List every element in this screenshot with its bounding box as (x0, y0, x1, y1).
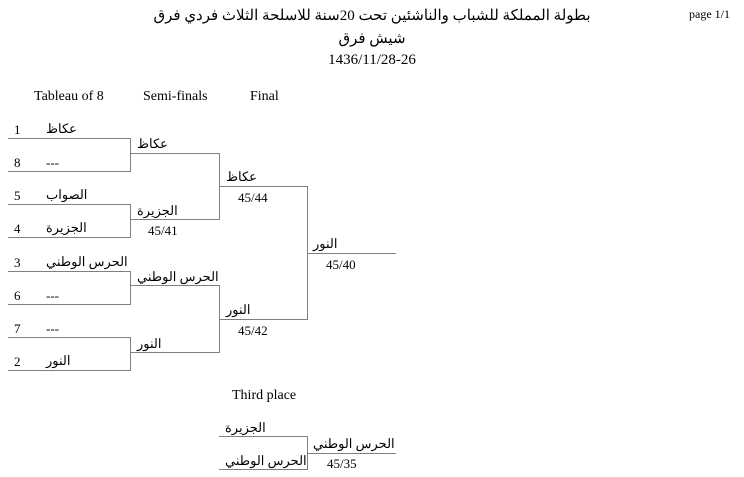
semifinal-competitor-name: الحرس الوطني (137, 269, 219, 284)
competition-subtitle: شيش فرق (338, 31, 406, 47)
seed-number: 6 (14, 288, 21, 303)
competition-title: بطولة المملكة للشباب والناشئين تحت 20سنة للاسلحة الثلاث فردي فرق (153, 8, 591, 24)
seed-number: 3 (14, 255, 21, 270)
semifinal-competitor-name: عكاظ (137, 136, 168, 151)
third-place-winner-name: الحرس الوطني (313, 436, 395, 451)
bracket-line-final (219, 187, 308, 320)
final-score: 45/44 (238, 190, 268, 205)
seed-number: 2 (14, 354, 21, 369)
competitor-name: النور (46, 353, 71, 368)
third-place-competitor-name: الحرس الوطني (225, 453, 307, 468)
seed-number: 5 (14, 188, 21, 203)
round-header-semifinals: Semi-finals (143, 89, 208, 104)
third-place-label: Third place (232, 388, 297, 403)
competitor-name: الحرس الوطني (46, 254, 128, 269)
final-competitor-name: النور (226, 302, 251, 317)
competitor-name: الصواب (46, 187, 88, 202)
semifinal-score: 45/41 (148, 223, 178, 238)
semifinal-competitor-name: النور (137, 336, 162, 351)
competitor-name: الجزيرة (46, 220, 87, 235)
page-number: page 1/1 (689, 7, 730, 21)
bracket-line-t8-pair3 (8, 272, 131, 305)
bracket-line-t8-pair1 (8, 139, 131, 172)
seed-number: 1 (14, 122, 21, 137)
seed-number: 8 (14, 155, 21, 170)
seed-number: 4 (14, 221, 21, 236)
competitor-name: --- (46, 288, 59, 303)
champion-score: 45/40 (326, 257, 356, 272)
third-place-competitor-name: الجزيرة (225, 420, 266, 435)
competitor-name: --- (46, 321, 59, 336)
final-score: 45/42 (238, 323, 268, 338)
seed-number: 7 (14, 321, 21, 336)
champion-name: النور (313, 236, 338, 251)
competitor-name: --- (46, 155, 59, 170)
round-header-tableau-8: Tableau of 8 (34, 89, 104, 104)
final-competitor-name: عكاظ (226, 169, 257, 184)
competition-date: 1436/11/28-26 (328, 52, 416, 68)
third-place-winner-score: 45/35 (327, 456, 357, 471)
round-header-final: Final (250, 89, 279, 104)
semifinal-competitor-name: الجزيرة (137, 203, 178, 218)
competitor-name: عكاظ (46, 121, 77, 136)
